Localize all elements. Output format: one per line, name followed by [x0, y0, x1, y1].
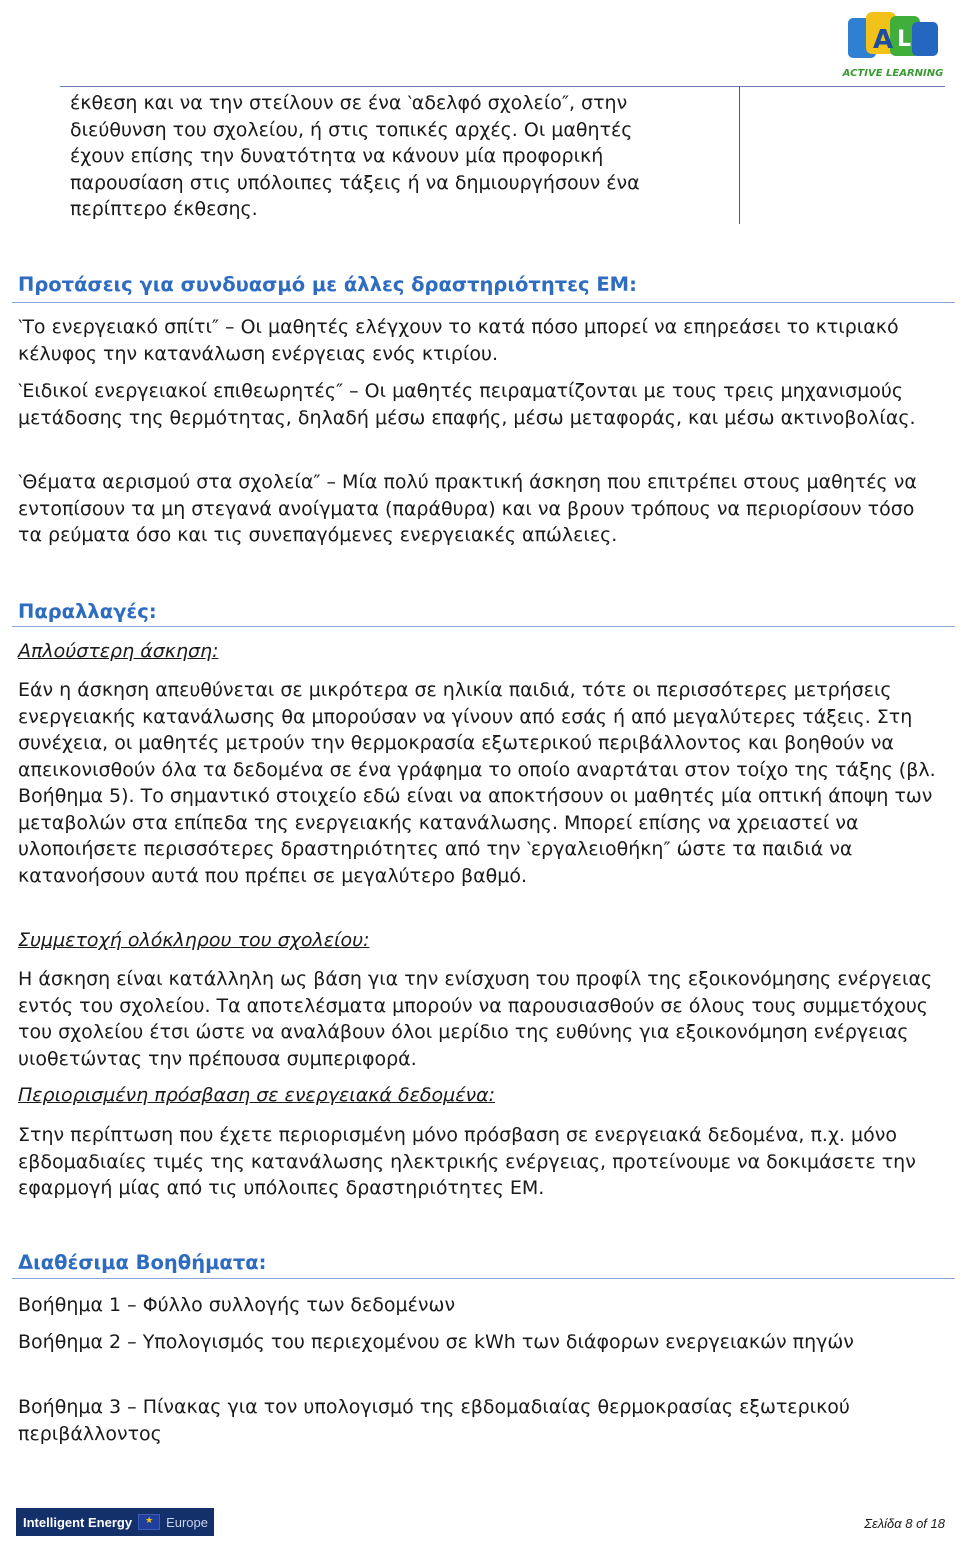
combination-heading: Προτάσεις για συνδυασμό με άλλες δραστηριότητες ΕΜ: [18, 273, 637, 296]
footer-logo-text: Intelligent Energy [23, 1514, 133, 1530]
svg-text:A: A [873, 25, 894, 55]
limited-access-heading: Περιορισμένη πρόσβαση σε ενεργειακά δεδομένα: [18, 1084, 496, 1106]
aid-item-3: Βοήθημα 3 – Πίνακας για τον υπολογισμό της εβδομαδιαίας θερμοκρασίας εξωτερικού περιβάλλοντος [18, 1396, 850, 1445]
intro-line: έχουν επίσης την δυνατότητα να κάνουν μία προφορική [70, 145, 604, 167]
aid-item-1: Βοήθημα 1 – Φύλλο συλλογής των δεδομένων [18, 1294, 456, 1316]
variations-rule [12, 626, 955, 627]
puzzle-logo-icon [842, 8, 944, 82]
intro-line: περίπτερο έκθεσης. [70, 198, 258, 220]
intro-line: έκθεση και να την στείλουν σε ένα ‵αδελφό σχολείο″, στην [70, 92, 628, 114]
footer-logo-region: Europe [166, 1514, 208, 1530]
limited-access-text: Στην περίπτωση που έχετε περιορισμένη μόνο πρόσβαση σε ενεργειακά δεδομένα, π.χ. μόνο εβδομαδιαίες τιμές της κατανάλωσης ηλεκτρικής ενέργειας, προτείνουμε να δοκιμάσετε την εφαρμογή μίας από τις υπόλοιπες δραστηριότητες ΕΜ. [18, 1124, 916, 1199]
intro-line: διεύθυνση του σχολείου, ή στις τοπικές αρχές. Οι μαθητές [70, 118, 633, 141]
intelligent-energy-europe-logo [16, 1508, 214, 1536]
variations-heading: Παραλλαγές: [18, 600, 157, 623]
available-aids-heading: Διαθέσιμα Βοηθήματα: [18, 1251, 267, 1274]
whole-school-text: Η άσκηση είναι κατάλληλη ως βάση για την ενίσχυση του προφίλ της εξοικονόμησης ενέργειας εντός του σχολείου. Τα αποτελέσματα μπορούν να παρουσιασθούν σε όλους τους συμμετόχους του σχολείου έτσι ώστε να αναλάβουν όλοι μερίδιο της ευθύνης για εξοικονόμηση ενέργειας υιοθετώντας την πρέπουσα συμπεριφορά. [18, 968, 933, 1070]
combination-item-energy-inspectors: ‵Ειδικοί ενεργειακοί επιθεωρητές″ – Οι μαθητές πειραματίζονται με τους τρεις μηχανισμούς μετάδοσης της θερμότητας, δηλαδή μέσω επαφής, μέσω μεταφοράς, και μέσω ακτινοβολίας. [18, 380, 916, 429]
combination-item-ventilation: ‵Θέματα αερισμού στα σχολεία″ – Μία πολύ πρακτική άσκηση που επιτρέπει στους μαθητές να εντοπίσουν τα μη στεγανά ανοίγματα (παράθυρα) και να βρουν τρόπους να περιορίσουν τόσο τα ρεύματα όσο και τις συνεπαγόμενες ενεργειακές απώλειες. [18, 471, 917, 546]
simpler-exercise-heading: Απλούστερη άσκηση: [18, 640, 219, 662]
svg-text:L: L [897, 27, 912, 52]
intro-paragraph [70, 90, 730, 223]
page-number: Σελίδα 8 of 18 [864, 1516, 945, 1531]
eu-flag-icon [138, 1514, 160, 1530]
combination-rule [12, 302, 955, 303]
aid-item-2: Βοήθημα 2 – Υπολογισμός του περιεχομένου σε kWh των διάφορων ενεργειακών πηγών [18, 1331, 854, 1353]
logo-text: ACTIVE LEARNING [842, 68, 944, 79]
combination-item-energy-house: ‵Το ενεργειακό σπίτι″ – Οι μαθητές ελέγχουν το κατά πόσο μπορεί να επηρεάσει το κτιριακό κέλυφος την κατανάλωση ενέργειας ενός κτιρίου. [18, 316, 899, 365]
available-aids-rule [12, 1278, 955, 1279]
whole-school-heading: Συμμετοχή ολόκληρου του σχολείου: [18, 929, 370, 951]
simpler-exercise-text: Εάν η άσκηση απευθύνεται σε μικρότερα σε ηλικία παιδιά, τότε οι περισσότερες μετρήσεις ενεργειακής κατανάλωσης θα μπορούσαν να γίνουν από εσάς ή από μεγαλύτερες τάξεις. Στη συνέχεια, οι μαθητές μετρούν την θερμοκρασία εξωτερικού περιβάλλοντος και βοηθούν να απεικονισθούν όλα τα δεδομένα σε ένα γράφημα το οποίο αναρτάται στον τοίχο της τάξης (βλ. Βοήθημα 5). Το σημαντικό στοιχείο εδώ είναι να αποκτήσουν οι μαθητές μία οπτική άποψη των μεταβολών στα επίπεδα της ενεργειακής κατανάλωσης. Μπορεί επίσης να χρειαστεί να υλοποιήσετε περισσότερες δραστηριότητες από την ‵εργαλειοθήκη″ ώστε τα παιδιά να κατανοήσουν αυτά που πρέπει σε μεγαλύτερο βαθμό. [18, 679, 936, 887]
intro-line: παρουσίαση στις υπόλοιπες τάξεις ή να δημιουργήσουν ένα [70, 171, 640, 194]
